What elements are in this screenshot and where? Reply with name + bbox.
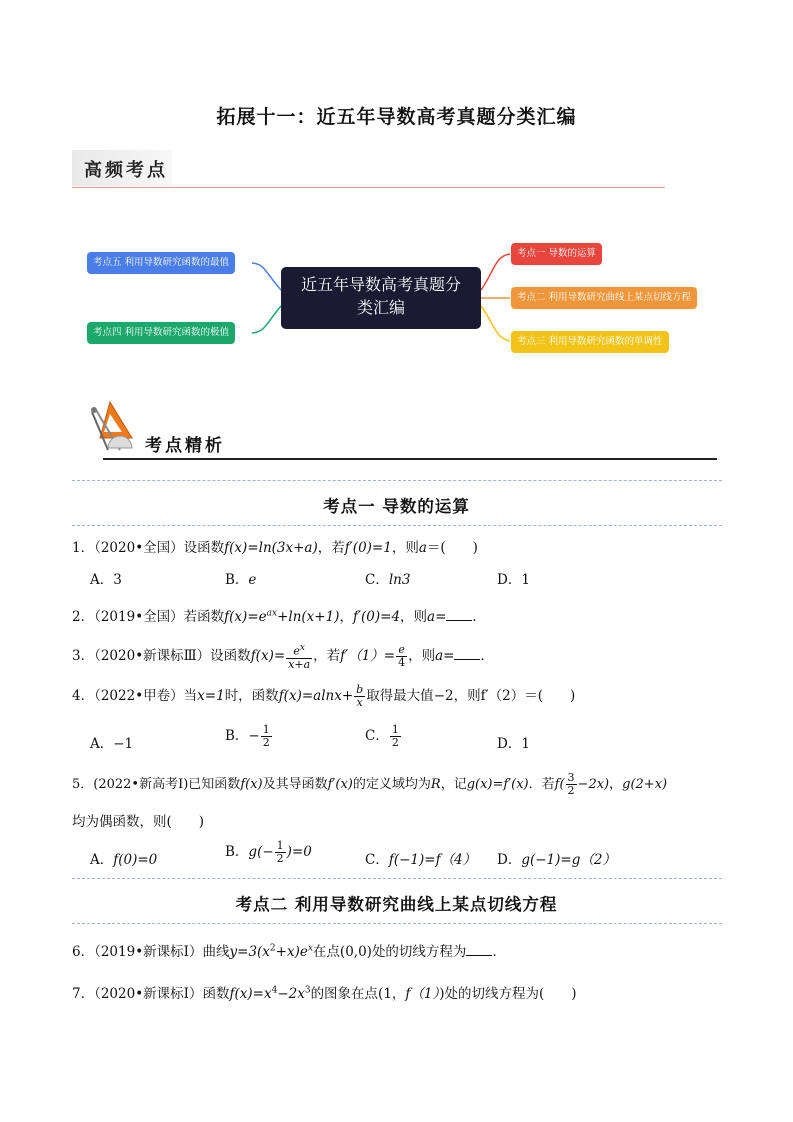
divider <box>72 525 722 526</box>
option-c: C． $\frac{1}{2}$ <box>365 723 399 749</box>
question-6: 6．（2019•新课标Ⅰ）曲线$y=3(x^2+x)e^x$在点(0,0)处的切线方程为 ． <box>72 943 506 960</box>
option-d: D．1 <box>497 572 530 588</box>
section-heading-2: 考点二 利用导数研究曲线上某点切线方程 <box>235 895 558 914</box>
analysis-banner-label: 考点精析 <box>145 436 225 456</box>
option-b: B．g(− $\frac{1}{2}$ )=0 <box>225 839 312 865</box>
page-title: 拓展十一：近五年导数高考真题分类汇编 <box>216 106 577 128</box>
option-b: B．− $\frac{1}{2}$ <box>225 723 270 749</box>
drafting-tools-icon <box>86 398 146 458</box>
section-heading-1: 考点一 导数的运算 <box>323 497 470 516</box>
option-c: C．f(−1)=f（4） <box>365 852 477 868</box>
option-c: C．ln3 <box>365 572 411 588</box>
mindmap-node-2: 考点二 利用导数研究曲线上某点切线方程 <box>511 287 697 309</box>
divider <box>72 923 722 924</box>
mindmap-center-line1: 近五年导数高考真题分 <box>300 275 461 294</box>
analysis-banner-underline <box>103 458 717 460</box>
question-1: 1．（2020•全国）设函数f(x)=ln(3x+a)，若f′(0)=1，则a＝( ) <box>72 540 478 556</box>
question-2: 2．（2019•全国）若函数$f(x)=e^{ax}+\ln(x+1)$，f′(0)=4，则a= ． <box>72 608 486 625</box>
option-b: B．e <box>225 572 257 588</box>
mindmap-center <box>281 267 481 329</box>
divider <box>72 480 722 481</box>
option-a: A．−1 <box>90 736 134 752</box>
divider <box>72 878 722 879</box>
question-4: 4．（2022•甲卷）当x=1时，函数f(x)=alnx+ $\frac{b}{x}$ 取得最大值−2，则f′（2）＝( ) <box>72 683 576 709</box>
mindmap-node-1: 考点一 导数的运算 <box>511 243 602 265</box>
mindmap-center-line2: 类汇编 <box>356 298 405 317</box>
question-5-line2: 均为偶函数，则( ) <box>72 814 205 830</box>
option-a: A．3 <box>90 572 122 588</box>
mindmap-node-3: 考点三 利用导数研究函数的单调性 <box>511 331 669 353</box>
mindmap-node-4: 考点四 利用导数研究函数的极值 <box>87 322 235 344</box>
option-d: D．g(−1)=g（2） <box>497 852 616 868</box>
question-3: 3．（2020•新课标Ⅲ）设函数f(x)= $\frac{e^x}{x+a}$ ，若f′（1）= $\frac{e}{4}$ ，则a= ． <box>72 642 494 671</box>
option-d: D．1 <box>497 736 530 752</box>
answer-blank[interactable] <box>446 608 472 621</box>
option-a: A．f(0)=0 <box>90 852 158 868</box>
question-7: 7．（2020•新课标Ⅰ）函数$f(x)=x^4-2x^3$的图象在点(1，f（1）)处的切线方程为( ) <box>72 985 577 1002</box>
question-5: 5．(2022•新高考Ⅰ)已知函数f(x)及其导函数f′(x)的定义域均为R，记g(x)=f′(x)．若f( $\frac{3}{2}$ −2x)，g(2+x) <box>72 771 668 797</box>
answer-blank[interactable] <box>466 943 492 956</box>
mindmap-node-5: 考点五 利用导数研究函数的最值 <box>87 252 235 274</box>
banner-label: 高频考点 <box>84 160 168 181</box>
answer-blank[interactable] <box>454 647 480 660</box>
